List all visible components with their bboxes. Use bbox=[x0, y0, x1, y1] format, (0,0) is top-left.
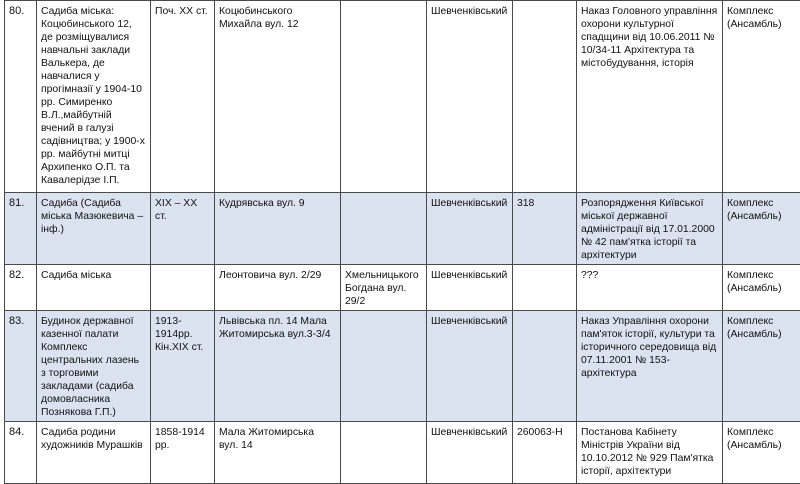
object-name: Садиба (Садиба міська Мазюкевича – інф.) bbox=[37, 193, 151, 265]
heritage-register-table bbox=[4, 0, 800, 484]
row-number: 81. bbox=[5, 193, 37, 265]
object-name: Будинок державної казенної палати Комплекс центральних лазень з торговими закладами (садиба домовласника Познякова Г.П.) bbox=[37, 311, 151, 422]
table-row bbox=[5, 311, 800, 422]
object-address: Кудрявська вул. 9 bbox=[215, 193, 341, 265]
object-name: Садиба родини художників Мурашків bbox=[37, 422, 151, 484]
object-address: Коцюбинського Михайла вул. 12 bbox=[215, 1, 341, 193]
protection-document: Наказ Головного управління охорони культурної спадщини від 10.06.2011 № 10/34-11 Архітектура та містобудування, історія bbox=[577, 1, 723, 193]
object-type: Комплекс (Ансамбль) bbox=[723, 422, 800, 484]
protection-document: Розпорядження Київської міської державної адміністрації від 17.01.2000 № 42 пам'ятка історії та архітектури bbox=[577, 193, 723, 265]
object-type: Комплекс (Ансамбль) bbox=[723, 265, 800, 311]
object-district: Шевченківський bbox=[427, 1, 513, 193]
object-address-alt bbox=[341, 193, 427, 265]
object-district: Шевченківський bbox=[427, 193, 513, 265]
object-district: Шевченківський bbox=[427, 265, 513, 311]
object-code: 260063-Н bbox=[513, 422, 577, 484]
protection-document: ??? bbox=[577, 265, 723, 311]
object-address: Львівська пл. 14 Мала Житомирська вул.3-3/4 bbox=[215, 311, 341, 422]
object-date: Поч. ХХ ст. bbox=[151, 1, 215, 193]
object-address: Мала Житомирська вул. 14 bbox=[215, 422, 341, 484]
table-row bbox=[5, 193, 800, 265]
table-row bbox=[5, 265, 800, 311]
object-date: 1858-1914 рр. bbox=[151, 422, 215, 484]
object-code bbox=[513, 265, 577, 311]
object-code: 318 bbox=[513, 193, 577, 265]
object-code bbox=[513, 311, 577, 422]
object-district: Шевченківський bbox=[427, 311, 513, 422]
protection-document: Наказ Управління охорони пам'яток історії, культури та історичного середовища від 07.11.2001 № 153-архітектура bbox=[577, 311, 723, 422]
object-address-alt: Хмельницького Богдана вул. 29/2 bbox=[341, 265, 427, 311]
object-name: Садиба міська bbox=[37, 265, 151, 311]
object-address-alt bbox=[341, 422, 427, 484]
object-address: Леонтовича вул. 2/29 bbox=[215, 265, 341, 311]
protection-document: Постанова Кабінету Міністрів України від 10.10.2012 № 929 Пам'ятка історії, архітектури bbox=[577, 422, 723, 484]
object-name: Садиба міська: Коцюбинського 12, де розміщувалися навчальні заклади Валькера, де навчалися у прогімназії у 1904-10 рр. Симиренко В.Л.,майбутній вчений в галузі садівництва; у 1900-х рр. майбутні митці Архипенко О.П. та Кавалерідзе І.П. bbox=[37, 1, 151, 193]
object-address-alt bbox=[341, 311, 427, 422]
row-number: 82. bbox=[5, 265, 37, 311]
row-number: 80. bbox=[5, 1, 37, 193]
object-type: Комплекс (Ансамбль) bbox=[723, 1, 800, 193]
object-type: Комплекс (Ансамбль) bbox=[723, 311, 800, 422]
object-code bbox=[513, 1, 577, 193]
object-date: XIX – XX ст. bbox=[151, 193, 215, 265]
table-row bbox=[5, 1, 800, 193]
row-number: 83. bbox=[5, 311, 37, 422]
table-row bbox=[5, 422, 800, 484]
row-number: 84. bbox=[5, 422, 37, 484]
object-type: Комплекс (Ансамбль) bbox=[723, 193, 800, 265]
object-date bbox=[151, 265, 215, 311]
object-date: 1913-1914рр. Кін.ХІХ ст. bbox=[151, 311, 215, 422]
object-district: Шевченківський bbox=[427, 422, 513, 484]
object-address-alt bbox=[341, 1, 427, 193]
